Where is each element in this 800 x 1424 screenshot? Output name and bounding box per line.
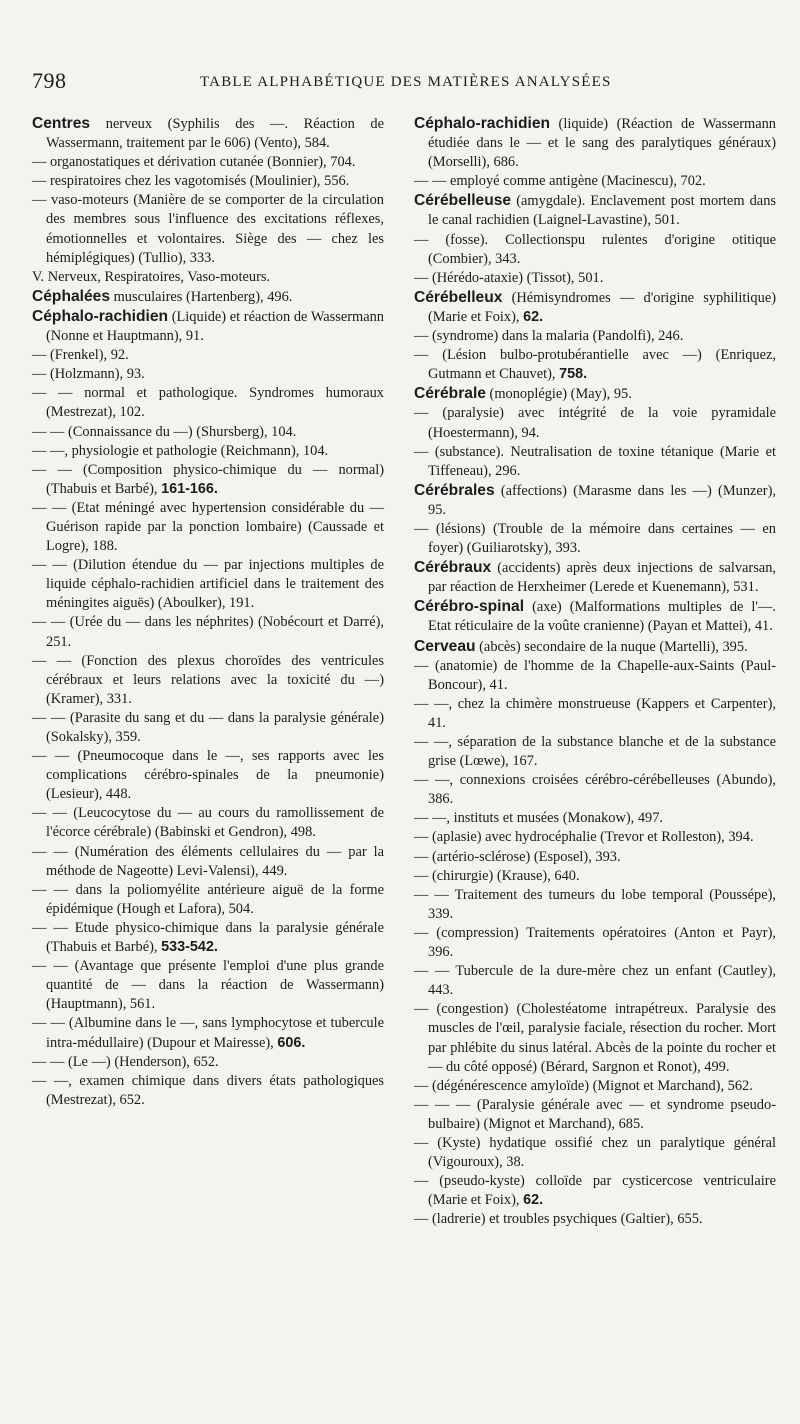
index-entry bbox=[32, 365, 384, 384]
index-entry bbox=[32, 957, 384, 1014]
index-headword: Centres bbox=[32, 115, 91, 132]
index-entry-text: — (compression) Traitements opératoires (Anton et Payr), 396. bbox=[414, 924, 776, 961]
index-entry bbox=[32, 881, 384, 919]
index-entry-text: — (Frenkel), 92. bbox=[32, 347, 129, 364]
index-headword: Céphalées bbox=[32, 287, 111, 305]
index-entry bbox=[32, 384, 384, 422]
index-entry-text: — (congestion) (Cholestéatome intrapétreux. Paralysie des muscles de l'œil, paralysie faciale, résection du rocher. Mort par phlébite du sinus latéral. Abcès de la pointe du rocher et — du côté opposé) (Bérard, Sargnon et Ronot), 499. bbox=[414, 1001, 776, 1075]
index-entry bbox=[414, 172, 776, 191]
index-entry bbox=[32, 114, 384, 153]
index-entry bbox=[414, 327, 776, 346]
index-entry-text: (Hémisyndromes — d'origine syphilitique) (Marie et Foix), bbox=[428, 289, 776, 325]
index-entry-text: — — (Etat méningé avec hypertension considérable du — Guérison rapide par la ponction lombaire) (Caussade et Logre), 188. bbox=[32, 499, 384, 555]
index-entry bbox=[414, 443, 776, 481]
index-entry bbox=[32, 1053, 384, 1072]
index-entry bbox=[414, 771, 776, 809]
index-entry bbox=[414, 1134, 776, 1172]
index-entry bbox=[32, 747, 384, 804]
index-entry bbox=[414, 1096, 776, 1134]
page-number: 798 bbox=[32, 68, 67, 93]
index-headword: Cérébelleuse bbox=[414, 192, 512, 210]
index-entry-text: — (anatomie) de l'homme de la Chapelle-aux-Saints (Paul-Boncour), 41. bbox=[414, 657, 776, 693]
index-entry bbox=[32, 556, 384, 613]
index-entry bbox=[414, 657, 776, 695]
index-entry bbox=[414, 867, 776, 886]
index-entry bbox=[32, 499, 384, 556]
index-page-ref-bold: 606. bbox=[277, 1034, 306, 1051]
index-entry bbox=[32, 346, 384, 365]
index-entry bbox=[414, 637, 776, 657]
running-head: TABLE ALPHABÉTIQUE DES MATIÈRES ANALYSÉES bbox=[200, 74, 612, 90]
index-entry-text: — — (Urée du — dans les néphrites) (Nobécourt et Darré), 251. bbox=[32, 614, 384, 650]
index-entry-text: — vaso-moteurs (Manière de se comporter de la circulation des membres sous l'influence des excitations réflexes, émotionnelles et volontaires. Siège des — chez les hémiplégiques) (Tullio), 333. bbox=[32, 192, 384, 266]
index-entry bbox=[32, 709, 384, 747]
index-entry bbox=[414, 809, 776, 828]
index-entry-text: — — Etude physico-chimique dans la paralysie générale (Thabuis et Barbé), bbox=[32, 919, 384, 956]
index-entry bbox=[414, 962, 776, 1000]
index-headword: Céphalo-rachidien bbox=[32, 307, 169, 325]
index-entry bbox=[414, 597, 776, 636]
index-entry-text: — — — (Paralysie générale avec — et syndrome pseudo-bulbaire) (Mignot et Marchand), 685. bbox=[414, 1096, 776, 1132]
index-entry-text: (accidents) après deux injections de salvarsan, par réaction de Herxheimer (Lerede et Kuenemann), 531. bbox=[428, 560, 776, 596]
index-entry-text: — —, connexions croisées cérébro-cérébelleuses (Abundo), 386. bbox=[414, 772, 776, 808]
index-entry-text: — (paralysie) avec intégrité de la voie pyramidale (Hoestermann), 94. bbox=[414, 405, 776, 441]
index-entry-text: (liquide) (Réaction de Wassermann étudiée dans le — et le sang des paralytiques généraux) (Morselli), 686. bbox=[428, 116, 776, 171]
index-entry bbox=[414, 1210, 776, 1229]
index-entry-text: — (chirurgie) (Krause), 640. bbox=[414, 867, 580, 884]
index-entry-text: — — (Composition physico-chimique du — normal) (Thabuis et Barbé), bbox=[32, 461, 384, 497]
index-entry bbox=[414, 1000, 776, 1076]
index-entry-text: musculaires (Hartenberg), 496. bbox=[110, 288, 293, 305]
index-page-ref-bold: 62. bbox=[523, 1192, 544, 1209]
index-headword: Cérébro-spinal bbox=[414, 598, 525, 616]
index-entry bbox=[414, 384, 776, 404]
index-entry-text: — (fosse). Collectionspu rulentes d'origine otitique (Combier), 343. bbox=[414, 231, 776, 267]
index-entry bbox=[32, 287, 384, 307]
index-entry-text: — (substance). Neutralisation de toxine tétanique (Marie et Tiffeneau), 296. bbox=[414, 443, 776, 479]
index-entry-text: — (ladrerie) et troubles psychiques (Galtier), 655. bbox=[414, 1211, 703, 1228]
index-entry-text: — —, examen chimique dans divers états pathologiques (Mestrezat), 652. bbox=[32, 1072, 384, 1108]
index-entry bbox=[414, 346, 776, 384]
index-entry bbox=[414, 848, 776, 867]
index-entry bbox=[414, 558, 776, 597]
index-entry-text: (amygdale). Enclavement post mortem dans le canal rachidien (Laignel-Lavastine), 501. bbox=[428, 193, 776, 229]
index-entry-text: — — (Dilution étendue du — par injections multiples de liquide céphalo-rachidien artificiel dans le traitement des méningites aiguës) (Aboulker), 191. bbox=[32, 557, 384, 612]
index-entry-text: — — employé comme antigène (Macinescu), 702. bbox=[414, 173, 706, 190]
index-entry-text: — — normal et pathologique. Syndromes humoraux (Mestrezat), 102. bbox=[32, 385, 384, 421]
index-entry bbox=[32, 843, 384, 881]
index-entry-text: — (Lésion bulbo-protubérantielle avec —) (Enriquez, Gutmann et Chauvet), bbox=[414, 347, 776, 383]
index-entry-text: — — (Avantage que présente l'emploi d'une plus grande quantité de — dans la réaction de Wassermann) (Hauptmann), 561. bbox=[32, 958, 384, 1013]
index-headword: Cerveau bbox=[414, 637, 476, 655]
index-entry bbox=[32, 652, 384, 709]
index-entry bbox=[414, 288, 776, 327]
index-entry-text: (Liquide) et réaction de Wassermann (Nonne et Hauptmann), 91. bbox=[46, 308, 384, 345]
index-entry bbox=[414, 404, 776, 442]
index-entry bbox=[414, 191, 776, 230]
index-entry-text: — — (Fonction des plexus choroïdes des ventricules cérébraux et leurs relations avec la toxicité du —) (Kramer), 331. bbox=[32, 652, 384, 707]
index-entry bbox=[32, 307, 384, 346]
index-headword: Céphalo-rachidien bbox=[414, 115, 551, 132]
index-entry-text: — (artério-sclérose) (Esposel), 393. bbox=[414, 848, 621, 865]
index-entry-text: — —, séparation de la substance blanche et de la substance grise (Lœwe), 167. bbox=[414, 734, 776, 770]
index-entry bbox=[32, 423, 384, 442]
index-entry bbox=[414, 828, 776, 847]
index-entry bbox=[32, 919, 384, 957]
index-entry bbox=[414, 924, 776, 962]
index-entry bbox=[32, 1072, 384, 1110]
index-entry bbox=[414, 1077, 776, 1096]
index-entry-text: — — (Connaissance du —) (Shursberg), 104. bbox=[32, 423, 297, 440]
index-entry-text: — — (Parasite du sang et du — dans la paralysie générale) (Sokalsky), 359. bbox=[32, 709, 384, 745]
index-entry-text: — —, instituts et musées (Monakow), 497. bbox=[414, 810, 664, 827]
index-entry-text: nerveux (Syphilis des —. Réaction de Wassermann, traitement par le 606) (Vento), 584. bbox=[46, 116, 384, 152]
index-entry-text: (affections) (Marasme dans les —) (Munzer), 95. bbox=[428, 482, 776, 518]
index-entry-text: — — (Albumine dans le —, sans lymphocytose et tubercule intra-médullaire) (Dupour et Mairesse), bbox=[32, 1015, 384, 1051]
index-entry bbox=[32, 1014, 384, 1052]
index-page-ref-bold: 533-542. bbox=[161, 939, 218, 956]
index-entry-text: — — (Numération des éléments cellulaires du — par la méthode de Nageotte) Levi-Valensi), 449. bbox=[32, 843, 384, 879]
index-entry-text: — (syndrome) dans la malaria (Pandolfi), 246. bbox=[414, 328, 684, 345]
index-headword: Cérébrales bbox=[414, 481, 495, 499]
index-entry bbox=[414, 1172, 776, 1210]
index-entry-text: — —, physiologie et pathologie (Reichmann), 104. bbox=[32, 442, 329, 459]
index-entry-text: — organostatiques et dérivation cutanée (Bonnier), 704. bbox=[32, 154, 356, 171]
index-entry bbox=[414, 481, 776, 520]
index-column-right bbox=[414, 114, 776, 1229]
index-entry-text: — (aplasie) avec hydrocéphalie (Trevor et Rolleston), 394. bbox=[414, 829, 754, 846]
index-entry bbox=[32, 172, 384, 191]
index-column-left bbox=[32, 114, 384, 1110]
index-headword: Cérébelleux bbox=[414, 288, 503, 306]
index-entry-text: — (Kyste) hydatique ossifié chez un paralytique général (Vigouroux), 38. bbox=[414, 1134, 776, 1171]
index-entry-text: V. Nerveux, Respiratoires, Vaso-moteurs. bbox=[32, 268, 271, 285]
index-entry-text: — — dans la poliomyélite antérieure aiguë de la forme épidémique (Hough et Lafora), 504. bbox=[32, 881, 384, 917]
index-entry bbox=[32, 613, 384, 651]
index-entry bbox=[414, 886, 776, 924]
index-entry-text: — (Hérédo-ataxie) (Tissot), 501. bbox=[414, 269, 604, 286]
index-entry-text: — — Tubercule de la dure-mère chez un enfant (Cautley), 443. bbox=[414, 963, 776, 999]
index-page-ref-bold: 62. bbox=[523, 308, 544, 325]
index-entry bbox=[32, 461, 384, 499]
index-entry-text: — — (Le —) (Henderson), 652. bbox=[32, 1053, 219, 1070]
index-entry bbox=[32, 804, 384, 842]
index-entry bbox=[32, 153, 384, 172]
index-headword: Cérébraux bbox=[414, 559, 492, 577]
index-entry-text: — (lésions) (Trouble de la mémoire dans certaines — en foyer) (Guiliarotsky), 393. bbox=[414, 520, 776, 557]
index-entry bbox=[414, 520, 776, 558]
index-entry bbox=[414, 269, 776, 288]
index-entry bbox=[32, 268, 384, 287]
index-page-ref-bold: 758. bbox=[559, 366, 588, 383]
index-entry bbox=[414, 695, 776, 733]
index-entry-text: — (Holzmann), 93. bbox=[32, 366, 145, 383]
index-entry bbox=[32, 442, 384, 461]
index-entry-text: (axe) (Malformations multiples de l'—. Etat réticulaire de la voûte cranienne) (Payan et Mattei), 41. bbox=[428, 599, 776, 635]
index-entry bbox=[32, 191, 384, 267]
index-entry-text: (monoplégie) (May), 95. bbox=[485, 386, 632, 403]
index-entry bbox=[414, 114, 776, 172]
index-entry-text: — — (Leucocytose du — au cours du ramollissement de l'écorce cérébrale) (Babinski et Gendron), 498. bbox=[32, 805, 384, 841]
index-entry bbox=[414, 733, 776, 771]
index-entry bbox=[414, 231, 776, 269]
index-page-ref-bold: 161-166. bbox=[161, 480, 218, 497]
index-entry-text: — (dégénérescence amyloïde) (Mignot et Marchand), 562. bbox=[414, 1077, 753, 1094]
index-entry-text: — (pseudo-kyste) colloïde par cysticercose ventriculaire (Marie et Foix), bbox=[414, 1173, 776, 1209]
index-headword: Cérébrale bbox=[414, 385, 486, 403]
index-entry-text: — — (Pneumocoque dans le —, ses rapports avec les complications cérébro-spinales de la pneumonie) (Lesieur), 448. bbox=[32, 748, 384, 803]
index-entry-text: — —, chez la chimère monstrueuse (Kappers et Carpenter), 41. bbox=[414, 695, 776, 731]
index-entry-text: — — Traitement des tumeurs du lobe temporal (Poussépe), 339. bbox=[414, 886, 776, 922]
index-entry-text: (abcès) secondaire de la nuque (Martelli), 395. bbox=[475, 638, 748, 655]
index-entry-text: — respiratoires chez les vagotomisés (Moulinier), 556. bbox=[32, 173, 350, 190]
